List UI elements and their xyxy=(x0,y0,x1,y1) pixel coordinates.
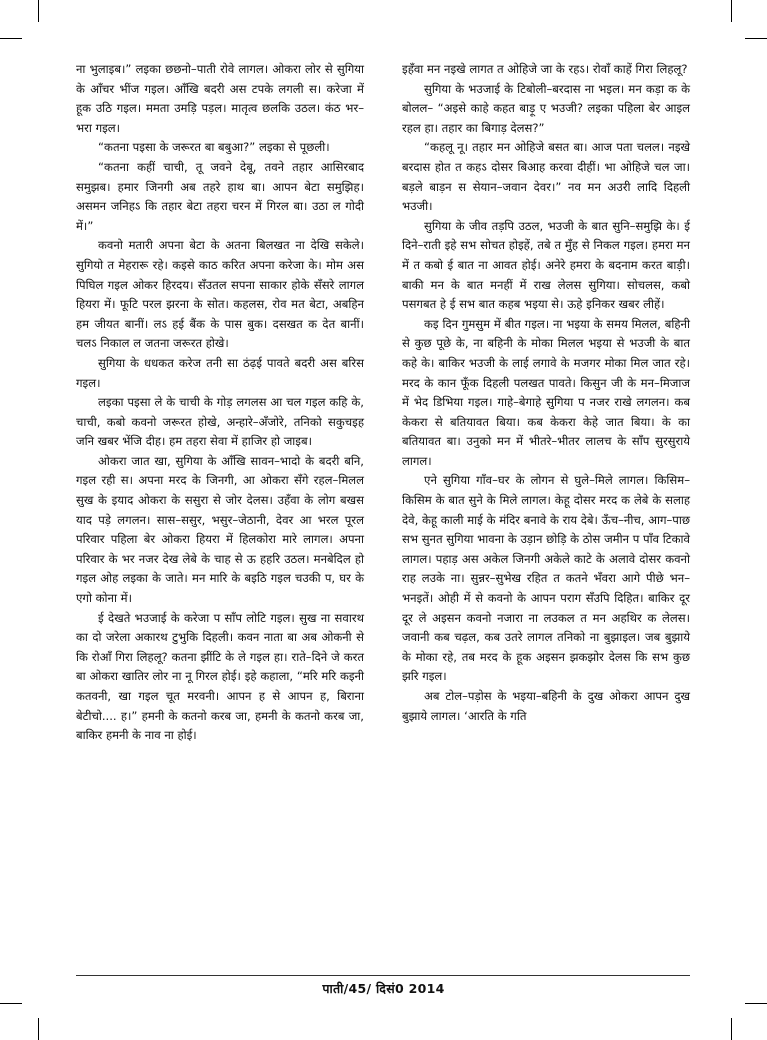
paragraph: एने सुगिया गाँव–घर के लोगन से घुले–मिले लागल। किसिम–किसिम के बात सुने के मिले लागल। केहू दोसर मरद क लेबे के सलाह देवे, केहू काली माई के मंदिर बनावे के राय देबे। ऊँच–नीच, आग–पाछ सभ सुनत सुगिया भावना के उड़ान छोड़ि के ठोस जमीन प पाँव टिकावे लागल। पहाड़ अस अकेल जिनगी अकेले काटे के अलावे दोसर कवनो राह लउके ना। सुन्नर–सुभेख रहित त कतने भँवरा आगे पीछे भन–भनइतें। ओही में से कवनो के आपन पराग सँउपि दिहित। बाकिर दूर दूर ले अइसन कवनो नजारा ना लउकल त मन अहथिर क लेलस। जवानी कब चढ़ल, कब उतरे लागल तनिको ना बुझाइल। जब बुझाये के मोका रहे, तब मरद के हूक अइसन झकझोर देलस कि सभ कुछ झरि गइल। xyxy=(402,473,690,684)
crop-mark-top-left-v xyxy=(38,0,39,22)
paragraph: ई देखते भउजाई के करेजा प साँप लोटि गइल। सुख ना सवारथ का दो जरेला अकारथ टुभुकि दिहली। कवन नाता बा अब ओकनी से कि रोआँ गिरा लिहलू? कतना झींटि के ले गइल हा। राते–दिने जे करत बा ओकरा खातिर लोर ना नू गिरल होई। इहे कहाला, “मरि मरि कइनी कतवनी, खा गइल चूत मरवनी। आपन ह से आपन ह, बिराना बेटीचो.... ह।” हमनी के कतनो करब जा, हमनी के कतनो करब जा, बाकिर हमनी के नाव ना होई। xyxy=(76,610,364,743)
crop-mark-bottom-left-h xyxy=(0,1003,22,1004)
paragraph: सुगिया के धधकत करेज तनी सा ठंढ़ई पावते बदरी अस बरिस गइल। xyxy=(76,355,364,390)
crop-mark-top-left-h xyxy=(0,38,22,39)
paragraph: “कतना कहीं चाची, तू जवने देबू, तवने तहार आसिरबाद समुझब। हमार जिनगी अब तहरे हाथ बा। आपन बेटा समुझिह। असमन जनिहऽ कि तहार बेटा तहरा चरन में गिरल बा। उठा ल गोदी में।” xyxy=(76,159,364,233)
crop-mark-bottom-right-h xyxy=(745,1003,767,1004)
paragraph: लइका पइसा ले के चाची के गोड़ लगलस आ चल गइल कहि के, चाची, कबो कवनो जरूरत होखे, अन्हारे–अँजोरे, तनिको सकुचइह जनि खबर भेंजि दीह। हम तहरा सेवा में हाजिर हो जाइब। xyxy=(76,395,364,449)
paragraph: ओकरा जात खा, सुगिया के आँखि सावन–भादो के बदरी बनि, गइल रही स। अपना मरद के जिनगी, आ ओकरा सँगे रहल–मिलल सुख के इयाद ओकरा के ससुरा से जोर देलस। उहँवा के लोग बखस याद पड़े लगलन। सास–ससुर, भसुर–जेठानी, देवर आ भरल पूरल परिवार पहिला बेर ओकरा हियरा में हिलकोरा मारे लागल। अपना परिवार के भर नजर देख लेबे के चाह से ऊ हहरि उठल। मनबेदिल हो गइल ओह लइका के जाते। मन मारि के बइठि गइल चउकी प, घर के एगो कोना में। xyxy=(76,453,364,606)
paragraph: अब टोल–पड़ोस के भइया–बहिनी के दुख ओकरा आपन दुख बुझाये लागल। ‘आरति के गति xyxy=(402,689,690,723)
right-column xyxy=(402,60,690,726)
left-column xyxy=(76,60,364,746)
page-footer: पाती/45/ दिसं0 2014 xyxy=(322,981,445,996)
crop-mark-bottom-left-v xyxy=(38,1018,39,1040)
crop-mark-top-right-h xyxy=(745,38,767,39)
crop-mark-top-right-v xyxy=(731,0,732,22)
footer-rule xyxy=(76,975,690,976)
paragraph: सुगिया के भउजाई के टिबोली–बरदास ना भइल। मन कड़ा क के बोलल– “अइसे काहे कहत बाड़ू ए भउजी? लइका पहिला बेर आइल रहल हा। तहार का बिगाड़ देलस?” xyxy=(402,81,690,135)
paragraph: “कतना पइसा के जरूरत बा बबुआ?” लइका से पूछली। xyxy=(98,140,330,155)
paragraph: ना भुलाइब।” लइका छछनो–पाती रोवे लागल। ओकरा लोर से सुगिया के आँचर भींज गइल। आँखि बदरी अस टपके लगली स। करेजा में हूक उठि गइल। ममता उमड़ि पड़ल। मातृत्व छलकि उठल। कंठ भर–भरा गइल। xyxy=(76,62,364,135)
paragraph: कवनो मतारी अपना बेटा के अतना बिलखत ना देखि सकेले। सुगियो त मेहरारू रहे। कइसे काठ करित अपना करेजा के। मोम अस पिघिल गइल ओकर हिरदय। सँउतल सपना साकार होके सँसरे लागल हियरा में। फूटि परल झरना के सोत। कहलस, रोव मत बेटा, अबहिन हम जीयत बानीं। लऽ हई बैंक के पास बुक। दसखत क देत बानीं। चलऽ निकाल ल जतना जरूरत होखे। xyxy=(76,238,364,351)
paragraph: “कहलू नू। तहार मन ओहिजे बसत बा। आज पता चलल। नइखे बरदास होत त कहऽ दोसर बिआह करवा दीहीं। भा ओहिजे चल जा। बड़ले बाड़न स सेयान–जवान देवर।” नव मन अउरी लादि दिहली भउजी। xyxy=(402,140,690,214)
paragraph: इहँवा मन नइखे लागत त ओहिजे जा के रहऽ। रोवाँ काहें गिरा लिहलू? xyxy=(402,62,688,76)
paragraph: सुगिया के जीव तड़पि उठल, भउजी के बात सुनि–समुझि के। ई दिने–राती इहे सभ सोचत होइहें, तबे त मुँह से निकल गइल। हमरा मन में त कबो ई बात ना आवत होई। अनेरे हमरा के बदनाम करत बाड़ी। बाकी मन के बात मनहीं में राख लेलस सुगिया। सोचलस, कबो पसगबत हे ई सभ बात कहब भइया से। ऊहे इनिकर खबर लीहें। xyxy=(402,218,690,312)
paragraph: कइ दिन गुमसुम में बीत गइल। ना भइया के समय मिलल, बहिनी से कुछ पूछे के, ना बहिनी के मोका मिलल भइया से भउजी के बात कहे के। बाकिर भउजी के लाई लगावे के मजगर मोका मिल जात रहे। मरद के कान फूँक दिहली पलखत पावते। किसुन जी के मन–मिजाज में भेद डिभिया गइल। गाहे–बेगाहे सुगिया प नजर राखे लगलन। कब केकरा से बतियावत बिया। कब केकरा केहे जात बिया। के का बतियावत बा। उनुको मन में भीतरे–भीतर लालच के साँप सुरसुराये लागल। xyxy=(402,316,690,468)
crop-mark-bottom-right-v xyxy=(731,1018,732,1040)
